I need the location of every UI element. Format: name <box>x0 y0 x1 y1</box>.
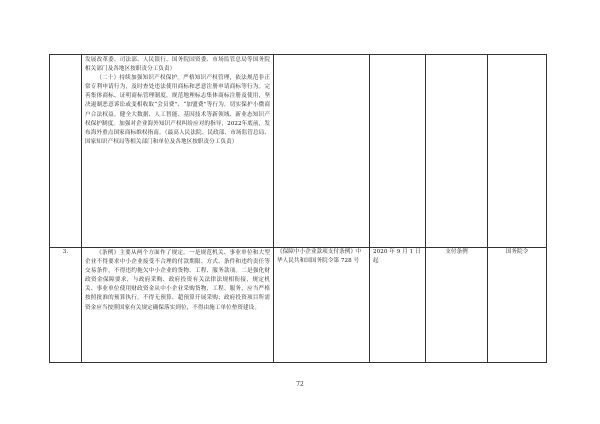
page-number: 72 <box>296 381 304 388</box>
content-cell <box>82 248 274 363</box>
content-paragraph: 《条例》主要从两个方面作了规定。一是规范机关、事业单位和大型企业不得要求中小企业接受不合理的付款期限、方式、条件和违约责任等交易条件，不得违约拖欠中小企业的货物、工程、服务款项。二是强化财政资金保障要求，与政府采购、政府投资有关法律法规相衔接，规定机关、事业单位使用财政资金从中小企业采购货物、工程、服务，应当严格按照批准的预算执行，不得无预算、超预算开展采购；政府投资项目所需资金应当按照国家有关规定确保落实到位，不得由施工单位垫资建设。 <box>85 250 270 311</box>
content-paragraph: 发展改革委、司法部、人民银行、国务院国资委、市场监管总局等国务院相关部门及各地区按职责分工负责） <box>85 57 270 73</box>
number-cell <box>50 55 82 248</box>
content-cell <box>82 55 274 248</box>
issuer-cell: 国务院令 <box>488 248 547 363</box>
number-cell: 3. <box>50 248 82 363</box>
policy-table <box>49 54 547 363</box>
table-row <box>50 55 547 248</box>
document-name-cell <box>274 55 370 248</box>
issuer-cell <box>488 55 547 248</box>
effective-date-cell <box>370 55 426 248</box>
document-type-cell <box>426 55 488 248</box>
effective-date-cell: 2020 年 9 月 1 日起 <box>370 248 426 363</box>
document-name-cell: 《保障中小企业款项支付条例》中华人民共和国国务院令第 728 号 <box>274 248 370 363</box>
content-paragraph: （二十）持续加强知识产权保护。严格知识产权管理，依法规范非正常专利申请行为，及时查处违法使用商标和恶意注册申请商标等行为。完善集体商标、证明商标管理制度，规范地理标志集体商标注册及使用，坚决遏制恶意诉讼或变相收取“会员费”、“加盟费”等行为，切实保护小微商户合法权益。健全大数据、人工智能、基因技术等新领域、新业态知识产权保护制度。加强对企业海外知识产权纠纷应对的指导，2022年底前，发布海外重点国家商标维权指南。（最高人民法院、民政部、市场监管总局、国家知识产权局等相关部门和单位及各地区按职责分工负责） <box>85 75 270 145</box>
document-type-cell: 支付条例 <box>426 248 488 363</box>
table-row <box>50 248 547 363</box>
